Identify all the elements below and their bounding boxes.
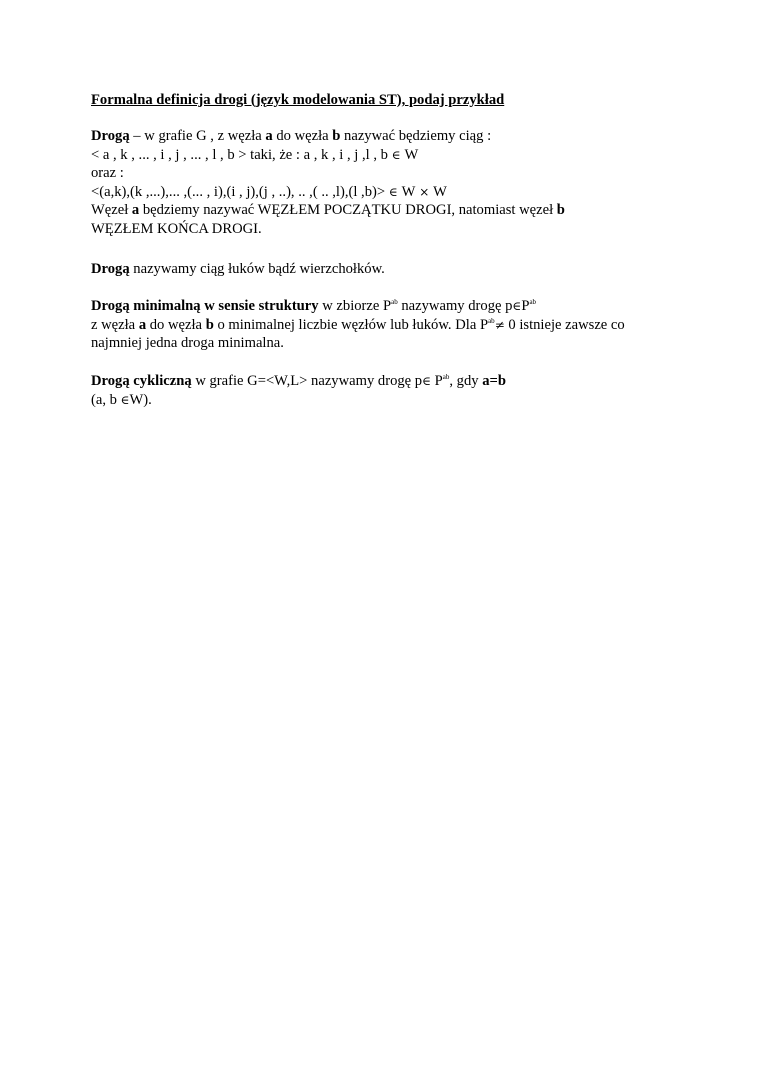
- superscript: ab: [391, 298, 398, 306]
- text: P: [521, 298, 530, 314]
- path-definition-line-2: [91, 146, 691, 165]
- arc-sequence: <(a,k),(k ,...),... ,(... , i),(i , j),(j , ..), .. ,( .. ,l),(l ,b)>: [91, 183, 386, 200]
- condition: a=b: [482, 373, 506, 389]
- element-of-symbol: ∈: [512, 299, 522, 313]
- node-b: b: [205, 316, 214, 333]
- path-definition-line-6: [91, 220, 691, 239]
- text: z węzła: [91, 316, 139, 333]
- text: Węzeł: [91, 202, 132, 218]
- path-definition-line-5: [91, 201, 691, 220]
- term-path: Drogą: [91, 261, 130, 277]
- element-of-symbol: ∈: [120, 392, 130, 407]
- node-a: a: [138, 316, 147, 333]
- path-definition-line-4: [91, 183, 691, 202]
- node-b: b: [332, 128, 341, 144]
- text: do węzła: [146, 316, 206, 333]
- text: nazywamy ciąg łuków bądź wierzchołków.: [129, 261, 385, 277]
- element-of-symbol: ∈: [422, 374, 431, 388]
- element-of-symbol: ∈: [387, 147, 405, 162]
- sequence-text: < a , k , ... , i , j , ... , l , b > taki, że : a , k , i , j ,l , b: [91, 146, 388, 163]
- cyclic-path-definition: [91, 372, 691, 409]
- cyclic-path-line-2: [91, 391, 691, 410]
- text: w grafie G=<W,L> nazywamy drogę p: [191, 373, 423, 389]
- text: (a, b: [91, 391, 121, 408]
- text: oraz :: [91, 165, 124, 181]
- text: nazywać będziemy ciąg :: [340, 128, 492, 144]
- term-minimal-path: Drogą minimalną w sensie struktury: [91, 298, 319, 314]
- set-w: W: [433, 183, 447, 200]
- node-b: b: [556, 202, 565, 218]
- not-equal-symbol: ≠: [494, 317, 505, 332]
- term-cyclic-path: Drogą cykliczną: [91, 373, 192, 389]
- path-alt-definition: [91, 260, 691, 279]
- node-a: a: [131, 202, 140, 218]
- cyclic-path-line-1: [91, 372, 691, 391]
- term-path: Drogą: [91, 128, 130, 144]
- minimal-path-line-3: [91, 334, 691, 353]
- node-a: a: [265, 128, 273, 144]
- superscript: ab: [442, 373, 450, 381]
- text: najmniej jedna droga minimalna.: [91, 335, 284, 351]
- text: – w grafie G , z węzła: [129, 128, 266, 144]
- set-w: W: [404, 146, 419, 163]
- text: o minimalnej liczbie węzłów lub łuków. Dla P: [213, 316, 489, 333]
- text: , gdy: [449, 373, 483, 389]
- text: do węzła: [272, 128, 333, 144]
- element-of-symbol: ∈: [385, 184, 402, 199]
- text: 0 istnieje zawsze co: [504, 316, 625, 333]
- text: WĘZŁEM KOŃCA DROGI.: [91, 220, 262, 237]
- text: W).: [129, 391, 152, 408]
- text: będziemy nazywać WĘZŁEM POCZĄTKU DROGI, natomiast węzeł: [139, 202, 557, 218]
- path-definition-line-3: [91, 164, 691, 183]
- set-w: W: [401, 183, 416, 200]
- document-title-block: [91, 91, 691, 110]
- superscript: ab: [488, 316, 495, 325]
- minimal-path-line-2: [91, 316, 691, 335]
- text: P: [430, 373, 443, 389]
- path-definition: [91, 127, 691, 238]
- text: nazywamy drogę p: [397, 298, 513, 314]
- minimal-path-line-1: [91, 297, 691, 316]
- document-title: Formalna definicja drogi (język modelowania ST), podaj przykład: [91, 92, 505, 108]
- path-definition-line-1: [91, 127, 691, 146]
- text: w zbiorze P: [318, 298, 392, 314]
- superscript: ab: [529, 298, 537, 306]
- times-symbol: ×: [415, 184, 434, 199]
- minimal-path-definition: [91, 297, 691, 353]
